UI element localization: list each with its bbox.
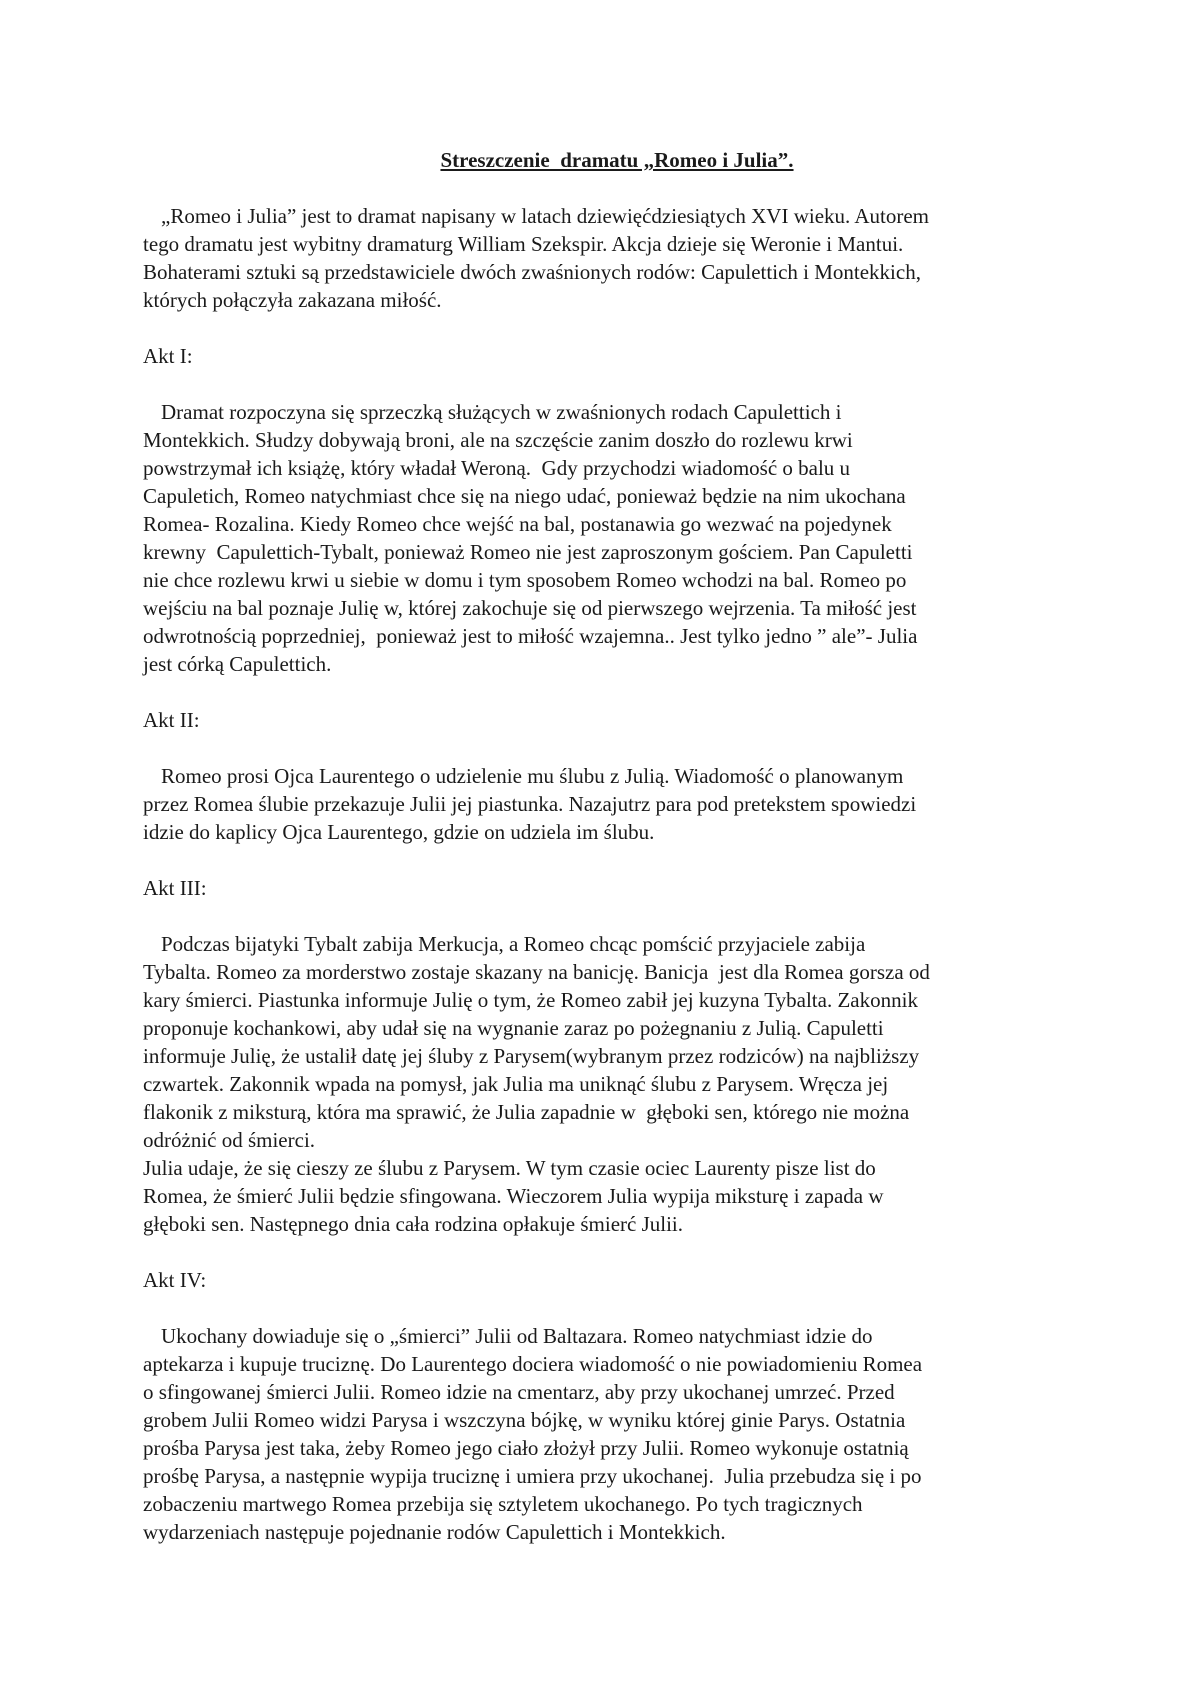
- text-line: informuje Julię, że ustalił datę jej śluby z Parysem(wybranym przez rodziców) na najbliższy: [143, 1044, 920, 1068]
- text-line: Dramat rozpoczyna się sprzeczką służących w zwaśnionych rodach Capulettich i: [161, 400, 842, 424]
- text-line: nie chce rozlewu krwi u siebie w domu i tym sposobem Romeo wchodzi na bal. Romeo po: [143, 568, 907, 592]
- section-paragraph: [143, 762, 1073, 846]
- section-paragraph: [143, 930, 1073, 1154]
- text-line: flakonik z miksturą, która ma sprawić, że Julia zapadnie w głęboki sen, którego nie można: [143, 1100, 910, 1124]
- text-line: Julia udaje, że się cieszy ze ślubu z Parysem. W tym czasie ociec Laurenty pisze list do: [143, 1156, 876, 1180]
- text-line: jest córką Capulettich.: [143, 652, 332, 676]
- section-paragraph: [143, 398, 1073, 678]
- text-line: prośbę Parysa, a następnie wypija truciznę i umiera przy ukochanej. Julia przebudza się i po: [143, 1464, 922, 1488]
- section-heading-akt-1: Akt I:: [143, 344, 193, 368]
- text-line: aptekarza i kupuje truciznę. Do Laurentego dociera wiadomość o nie powiadomieniu Romea: [143, 1352, 923, 1376]
- text-line: krewny Capulettich-Tybalt, ponieważ Romeo nie jest zaproszonym gościem. Pan Capuletti: [143, 540, 913, 564]
- text-line: Romea- Rozalina. Kiedy Romeo chce wejść na bal, postanawia go wezwać na pojedynek: [143, 512, 892, 536]
- text-line: o sfingowanej śmierci Julii. Romeo idzie na cmentarz, aby przy ukochanej umrzeć. Przed: [143, 1380, 895, 1404]
- document-title: Streszczenie dramatu „Romeo i Julia”.: [440, 148, 794, 172]
- text-line: Capuletich, Romeo natychmiast chce się na niego udać, ponieważ będzie na nim ukochana: [143, 484, 906, 508]
- text-line: czwartek. Zakonnik wpada na pomysł, jak Julia ma uniknąć ślubu z Parysem. Wręcza jej: [143, 1072, 889, 1096]
- text-line: „Romeo i Julia” jest to dramat napisany w latach dziewięćdziesiątych XVI wieku. Autorem: [161, 204, 930, 228]
- section-heading-akt-2: Akt II:: [143, 708, 200, 732]
- text-line: proponuje kochankowi, aby udał się na wygnanie zaraz po pożegnaniu z Julią. Capuletti: [143, 1016, 884, 1040]
- text-line: prośba Parysa jest taka, żeby Romeo jego ciało złożył przy Julii. Romeo wykonuje ostatnią: [143, 1436, 909, 1460]
- text-line: grobem Julii Romeo widzi Parysa i wszczyna bójkę, w wyniku której ginie Parys. Ostatnia: [143, 1408, 906, 1432]
- text-line: odwrotnością poprzedniej, ponieważ jest to miłość wzajemna.. Jest tylko jedno ” ale”- Julia: [143, 624, 918, 648]
- text-line: Romea, że śmierć Julii będzie sfingowana. Wieczorem Julia wypija miksturę i zapada w: [143, 1184, 884, 1208]
- text-line: tego dramatu jest wybitny dramaturg William Szekspir. Akcja dzieje się Weronie i Mantui.: [143, 232, 904, 256]
- text-line: przez Romea ślubie przekazuje Julii jej piastunka. Nazajutrz para pod pretekstem spowiedzi: [143, 792, 917, 816]
- text-line: odróżnić od śmierci.: [143, 1128, 316, 1152]
- text-line: Montekkich. Słudzy dobywają broni, ale na szczęście zanim doszło do rozlewu krwi: [143, 428, 853, 452]
- text-line: kary śmierci. Piastunka informuje Julię o tym, że Romeo zabił jej kuzyna Tybalta. Zakonnik: [143, 988, 918, 1012]
- text-line: Bohaterami sztuki są przedstawiciele dwóch zwaśnionych rodów: Capulettich i Montekkich,: [143, 260, 921, 284]
- section-heading-akt-3: Akt III:: [143, 876, 207, 900]
- intro-paragraph: [143, 202, 1073, 314]
- text-line: Romeo prosi Ojca Laurentego o udzielenie mu ślubu z Julią. Wiadomość o planowanym: [161, 764, 904, 788]
- text-line: powstrzymał ich książę, który władał Weroną. Gdy przychodzi wiadomość o balu u: [143, 456, 851, 480]
- document-page: [143, 140, 1073, 1574]
- section-paragraph: [143, 1322, 1073, 1546]
- section-paragraph: [143, 1154, 1073, 1238]
- text-line: wejściu na bal poznaje Julię w, której zakochuje się od pierwszego wejrzenia. Ta miłość jest: [143, 596, 917, 620]
- text-line: zobaczeniu martwego Romea przebija się sztyletem ukochanego. Po tych tragicznych: [143, 1492, 863, 1516]
- text-line: głęboki sen. Następnego dnia cała rodzina opłakuje śmierć Julii.: [143, 1212, 684, 1236]
- section-heading-akt-4: Akt IV:: [143, 1268, 207, 1292]
- text-line: idzie do kaplicy Ojca Laurentego, gdzie on udziela im ślubu.: [143, 820, 655, 844]
- text-line: Ukochany dowiaduje się o „śmierci” Julii od Baltazara. Romeo natychmiast idzie do: [161, 1324, 873, 1348]
- text-line: Podczas bijatyki Tybalt zabija Merkucja, a Romeo chcąc pomścić przyjaciele zabija: [161, 932, 866, 956]
- text-line: Tybalta. Romeo za morderstwo zostaje skazany na banicję. Banicja jest dla Romea gorsza od: [143, 960, 930, 984]
- text-line: których połączyła zakazana miłość.: [143, 288, 442, 312]
- text-line: wydarzeniach następuje pojednanie rodów Capulettich i Montekkich.: [143, 1520, 726, 1544]
